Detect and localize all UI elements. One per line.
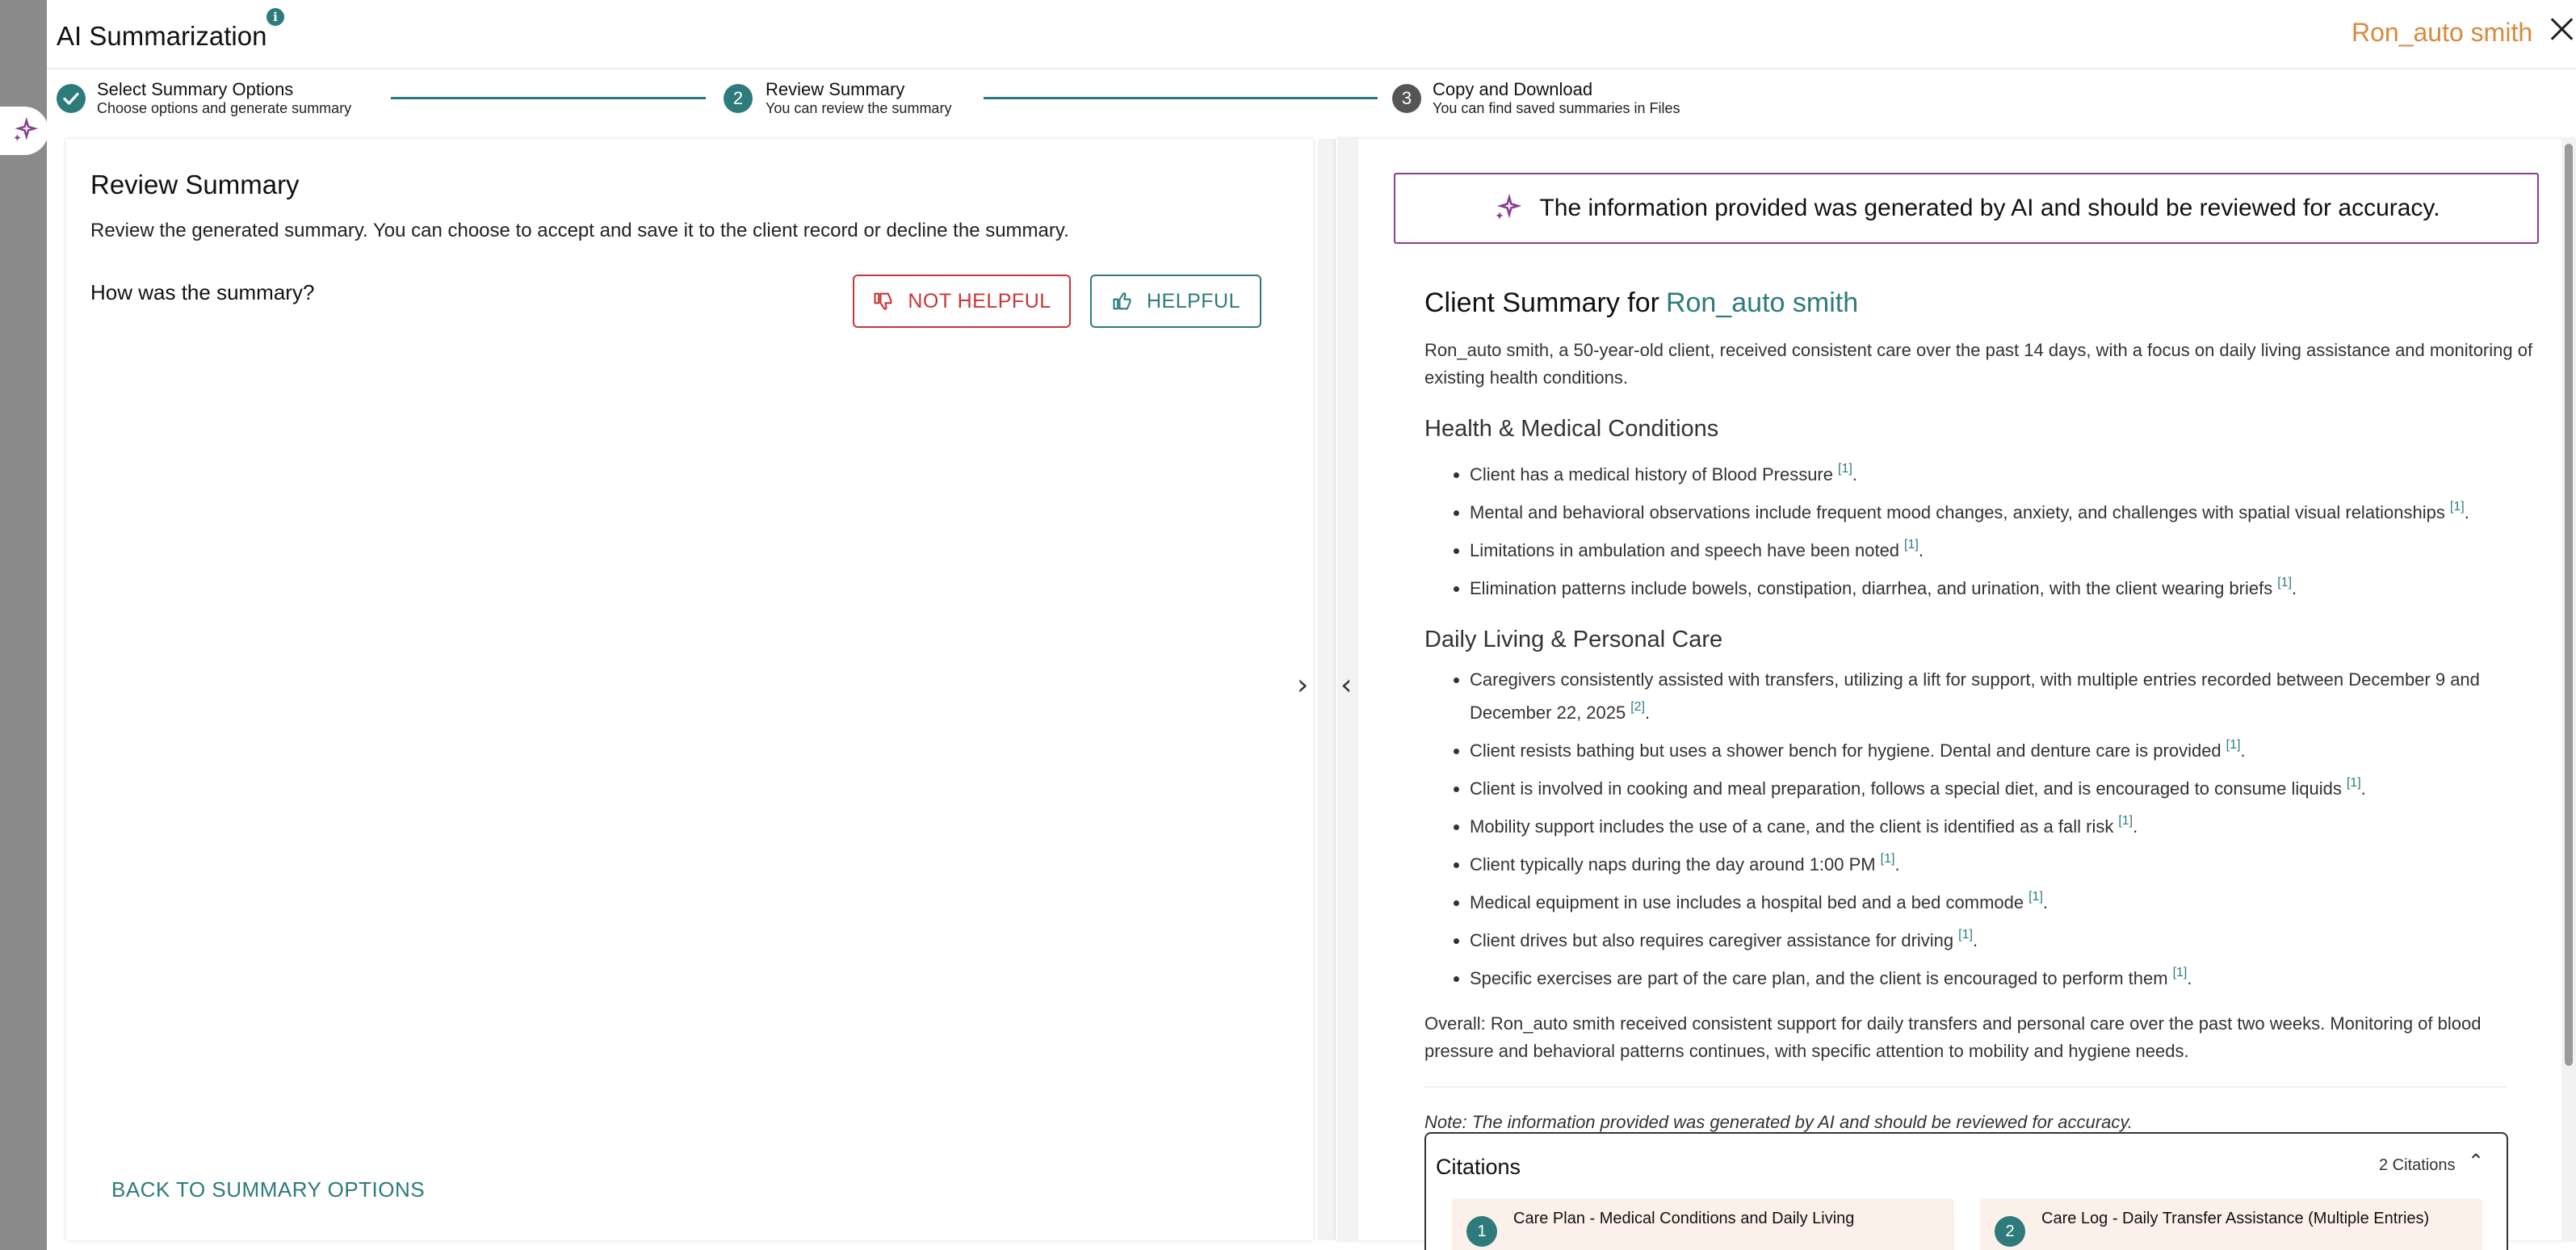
summary-title-prefix: Client Summary for	[1424, 287, 1659, 318]
citation-link[interactable]: [1]	[2172, 966, 2188, 979]
list-item: • Client has a medical history of Blood Pressure [1].	[1470, 455, 2555, 489]
daily-living-list	[1424, 666, 2555, 992]
citation-link[interactable]: [1]	[2028, 890, 2043, 904]
feedback-question: How was the summary?	[90, 280, 315, 304]
summary-client-name: Ron_auto smith	[1665, 287, 1859, 318]
step-1-title: Select Summary Options	[97, 79, 294, 99]
chevron-up-icon[interactable]: ⌃	[2468, 1151, 2485, 1172]
summary-note: Note: The information provided was generated by AI and should be reviewed for accuracy.	[1424, 1112, 2133, 1132]
not-helpful-label: NOT HELPFUL	[908, 289, 1051, 312]
summary-title	[1424, 287, 2555, 319]
step-1-subtitle: Choose options and generate summary	[97, 100, 352, 116]
citation-title: Care Plan - Medical Conditions and Daily Living	[1513, 1210, 1855, 1227]
helpful-label: HELPFUL	[1146, 289, 1241, 312]
citation-link[interactable]: [2]	[1630, 700, 1646, 714]
summary-intro: Ron_auto smith, a 50-year-old client, received consistent care over the past 14 days, with a focus on daily living assistance and monitoring of existing health conditions.	[1424, 340, 2533, 388]
citation-link[interactable]: [1]	[2118, 814, 2133, 828]
list-item: • Limitations in ambulation and speech have been noted [1].	[1470, 531, 2555, 564]
citation-number: 2	[1995, 1216, 2025, 1247]
back-to-summary-options-link[interactable]: BACK TO SUMMARY OPTIONS	[111, 1177, 426, 1202]
summary-overall: Overall: Ron_auto smith received consistent support for daily transfers and personal care over the past two weeks. Monitoring of blood pressure and behavioral patterns continues, with specific attention to mobility and hygiene needs.	[1424, 1013, 2482, 1061]
list-item: • Caregivers consistently assisted with transfers, utilizing a lift for support, with multiple entries recorded between December 9 and December 22, 2025 [2].	[1470, 666, 2555, 727]
citation-link[interactable]: [1]	[2277, 576, 2293, 589]
citation-link[interactable]: [1]	[1958, 928, 1973, 942]
client-name-header: Ron_auto smith	[2352, 18, 2533, 47]
not-helpful-button[interactable]	[853, 275, 1071, 328]
list-item: • Specific exercises are part of the care plan, and the client is encouraged to perform them [1].	[1470, 959, 2555, 992]
thumbs-down-icon	[872, 290, 895, 312]
step-connector	[984, 97, 1378, 99]
list-item: • Mental and behavioral observations include frequent mood changes, anxiety, and challenges with spatial visual relationships [1].	[1470, 493, 2555, 526]
ai-disclaimer-banner	[1394, 173, 2539, 244]
list-item: • Elimination patterns include bowels, constipation, diarrhea, and urination, with the client wearing briefs [1].	[1470, 569, 2555, 602]
thumbs-up-icon	[1111, 290, 1134, 312]
citation-card[interactable]	[1980, 1198, 2482, 1250]
review-panel	[66, 139, 1313, 1240]
chevron-left-icon[interactable]: ‹	[1340, 669, 1353, 702]
citation-number: 1	[1466, 1216, 1497, 1247]
sparkle-icon	[10, 117, 38, 145]
section-heading: Health & Medical Conditions	[1424, 416, 1719, 442]
citation-link[interactable]: [1]	[2346, 776, 2361, 790]
step-2-subtitle: You can review the summary	[766, 100, 952, 116]
citation-card[interactable]	[1452, 1198, 1954, 1250]
helpful-button[interactable]	[1090, 275, 1261, 328]
review-description: Review the generated summary. You can choose to accept and save it to the client record or decline the summary.	[90, 220, 1069, 241]
citations-title: Citations	[1436, 1155, 1521, 1179]
step-3-number: 3	[1392, 84, 1421, 113]
ai-summarization-modal	[47, 0, 2576, 1250]
summary-content	[1424, 287, 2555, 1133]
citation-title: Care Log - Daily Transfer Assistance (Multiple Entries)	[2041, 1210, 2430, 1227]
citation-link[interactable]: [1]	[1838, 462, 1852, 476]
step-3-title: Copy and Download	[1433, 79, 1593, 99]
step-2-title: Review Summary	[766, 79, 905, 99]
step-2-number: 2	[724, 84, 753, 113]
health-conditions-list	[1424, 455, 2555, 602]
list-item: • Medical equipment in use includes a hospital bed and a bed commode [1].	[1470, 883, 2555, 917]
review-title: Review Summary	[90, 170, 300, 199]
citation-link[interactable]: [1]	[1880, 852, 1895, 866]
sparkle-icon	[1492, 194, 1521, 223]
list-item: • Mobility support includes the use of a cane, and the client is identified as a fall risk [1].	[1470, 807, 2555, 841]
list-item: • Client resists bathing but uses a shower bench for hygiene. Dental and denture care is provided [1].	[1470, 732, 2555, 765]
citations-panel	[1424, 1132, 2508, 1250]
citation-link[interactable]: [1]	[2449, 500, 2465, 514]
citation-link[interactable]: [1]	[1904, 538, 1919, 552]
citations-count: 2 Citations	[2379, 1156, 2456, 1174]
modal-title: AI Summarization	[57, 21, 267, 51]
list-item: • Client drives but also requires caregiver assistance for driving [1].	[1470, 921, 2555, 954]
section-heading: Daily Living & Personal Care	[1424, 627, 1723, 652]
list-item: • Client is involved in cooking and meal preparation, follows a special diet, and is encouraged to consume liquids [1].	[1470, 770, 2555, 803]
step-connector	[391, 97, 706, 99]
info-icon[interactable]: i	[266, 8, 284, 26]
ai-side-tab[interactable]	[0, 107, 48, 155]
close-icon[interactable]	[2547, 15, 2576, 44]
citation-link[interactable]: [1]	[2226, 738, 2241, 752]
ai-disclaimer-text: The information provided was generated by AI and should be reviewed for accuracy.	[1539, 195, 2440, 221]
step-complete-check-icon	[57, 84, 86, 113]
step-3-subtitle: You can find saved summaries in Files	[1433, 100, 1680, 116]
list-item: • Client typically naps during the day around 1:00 PM [1].	[1470, 845, 2555, 879]
chevron-right-icon[interactable]: ›	[1297, 669, 1309, 702]
scrollbar-thumb[interactable]	[2565, 144, 2573, 1066]
header-divider	[47, 68, 2576, 69]
divider	[1424, 1086, 2507, 1088]
